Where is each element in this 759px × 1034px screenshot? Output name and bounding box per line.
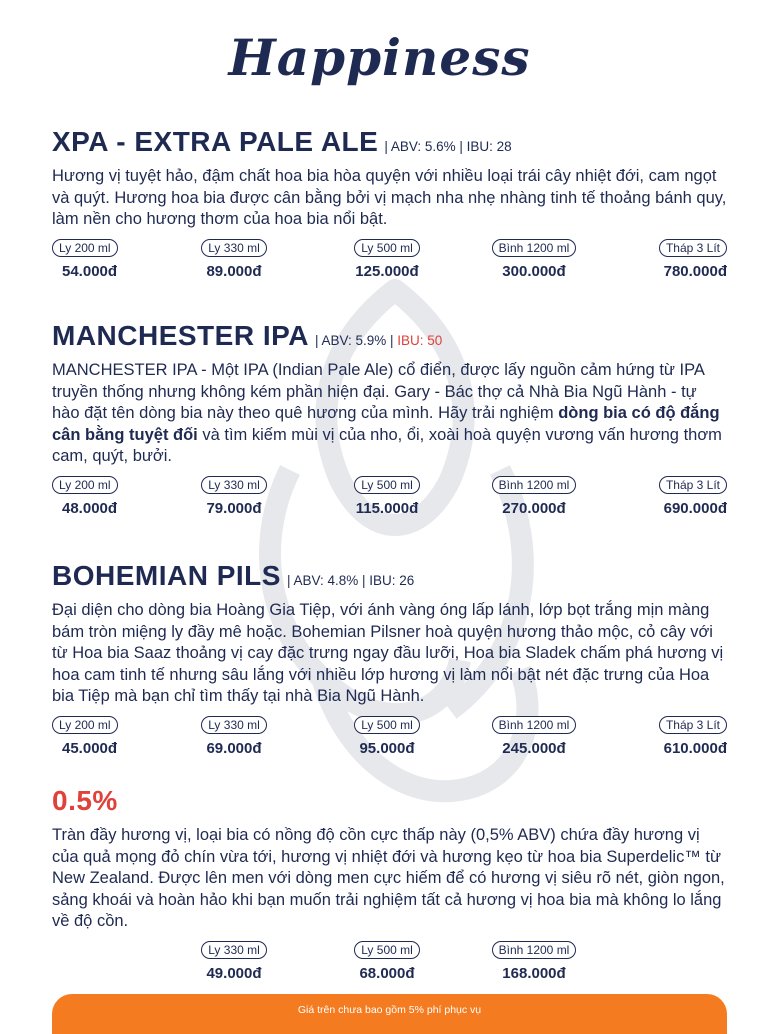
price-value: 79.000đ bbox=[206, 499, 262, 517]
size-label: Bình 1200 ml bbox=[492, 941, 577, 959]
beer-section-xpa bbox=[52, 126, 727, 289]
description-text: MANCHESTER IPA - Một IPA (Indian Pale Ale) cổ điển, được lấy nguồn cảm hứng từ IPA truyền thống nhưng không kém phần hiện đại. Gary - Bác thợ cả Nhà Bia Ngũ Hành - tự hào đặt tên dòng bia này theo quê hương của mình. Hãy trải nghiệm bbox=[52, 361, 704, 422]
price-row bbox=[52, 941, 727, 991]
beer-header bbox=[52, 785, 727, 817]
beer-description: Hương vị tuyệt hảo, đậm chất hoa bia hòa quyện với nhiều loại trái cây nhiệt đới, cam ngọt và quýt. Hương hoa bia được cân bằng bởi vị mạch nha nhẹ nhàng tinh tế thoảng bánh quy, làm nền cho hương thơm của hoa bia nổi bật. bbox=[52, 167, 727, 228]
price-option[interactable] bbox=[607, 716, 727, 757]
price-option[interactable] bbox=[174, 941, 294, 982]
price-option[interactable] bbox=[327, 476, 447, 517]
beer-description: Đại diện cho dòng bia Hoàng Gia Tiệp, với ánh vàng óng lấp lánh, lớp bọt trắng mịn màng bám tròn miệng ly đầy mê hoặc. Bohemian Pilsner hoà quyện hương thảo mộc, cỏ cây với từ Hoa bia Saaz thoảng vị cay đặc trưng ngay đầu lưỡi, Hoa bia Sladek chấm phá hương vị hoa cam tinh tế nhưng sâu lắng với nhiều lớp hương vị làm nổi bật nét đặc trưng của Hoa bia Tiệp mà bạn chỉ tìm thấy tại nhà Bia Ngũ Hành. bbox=[52, 601, 724, 705]
price-value: 45.000đ bbox=[62, 739, 118, 757]
size-label: Ly 200 ml bbox=[52, 239, 118, 257]
beer-ibu: IBU: 50 bbox=[397, 333, 443, 348]
size-label: Tháp 3 Lít bbox=[659, 239, 727, 257]
beer-section-low-alcohol bbox=[52, 785, 727, 991]
size-label: Ly 200 ml bbox=[52, 716, 118, 734]
price-value: 780.000đ bbox=[663, 262, 727, 280]
beer-section-bohemian-pils bbox=[52, 560, 727, 766]
price-option[interactable] bbox=[474, 941, 594, 982]
beer-header bbox=[52, 126, 727, 158]
beer-name: XPA - EXTRA PALE ALE bbox=[52, 126, 379, 157]
beer-ibu: IBU: 28 bbox=[466, 139, 512, 154]
price-option[interactable] bbox=[52, 476, 172, 517]
price-option[interactable] bbox=[174, 476, 294, 517]
size-label: Ly 500 ml bbox=[354, 476, 420, 494]
price-row bbox=[52, 476, 727, 526]
size-label: Ly 200 ml bbox=[52, 476, 118, 494]
price-value: 610.000đ bbox=[663, 739, 727, 757]
beer-ibu: IBU: 26 bbox=[369, 573, 415, 588]
price-value: 168.000đ bbox=[502, 964, 566, 982]
beer-specs bbox=[384, 139, 511, 154]
price-value: 245.000đ bbox=[502, 739, 566, 757]
price-option[interactable] bbox=[327, 941, 447, 982]
beer-name: MANCHESTER IPA bbox=[52, 320, 309, 351]
beer-description bbox=[52, 360, 727, 468]
beer-section-manchester-ipa bbox=[52, 320, 727, 526]
beer-description: Tràn đầy hương vị, loại bia có nồng độ cồn cực thấp này (0,5% ABV) chứa đầy hương vị của quả mọng đỏ chín vừa tới, hương vị nhiệt đới và hương kẹo từ hoa bia Superdelic™ từ New Zealand. Được lên men với dòng men cực hiếm để có hương vị siêu rõ nét, giòn ngon, sảng khoái và hoàn hảo khi bạn muốn trải nghiệm tất cả hương vị hoa bia mà không lo lắng về độ cồn. bbox=[52, 826, 725, 930]
price-value: 690.000đ bbox=[663, 499, 727, 517]
beer-name: 0.5% bbox=[52, 785, 118, 816]
price-value: 95.000đ bbox=[359, 739, 415, 757]
beer-specs bbox=[287, 573, 414, 588]
price-option[interactable] bbox=[174, 239, 294, 280]
price-option[interactable] bbox=[474, 476, 594, 517]
beer-header bbox=[52, 320, 727, 352]
price-value: 68.000đ bbox=[359, 964, 415, 982]
beer-abv: | ABV: 5.9% | bbox=[314, 333, 394, 348]
beer-abv: | ABV: 5.6% | bbox=[384, 139, 463, 154]
price-option[interactable] bbox=[327, 716, 447, 757]
size-label: Ly 330 ml bbox=[201, 239, 267, 257]
price-value: 89.000đ bbox=[206, 262, 262, 280]
size-label: Ly 500 ml bbox=[354, 239, 420, 257]
size-label: Bình 1200 ml bbox=[492, 716, 577, 734]
price-value: 270.000đ bbox=[502, 499, 566, 517]
description-highlight: dòng bia có độ đắng cân bằng tuyệt đối bbox=[52, 404, 720, 444]
price-option[interactable] bbox=[474, 239, 594, 280]
service-fee-note: Giá trên chưa bao gồm 5% phí phục vụ bbox=[52, 994, 727, 1034]
size-label: Ly 330 ml bbox=[201, 476, 267, 494]
size-label: Bình 1200 ml bbox=[492, 476, 577, 494]
size-label: Bình 1200 ml bbox=[492, 239, 577, 257]
price-option[interactable] bbox=[607, 476, 727, 517]
price-option[interactable] bbox=[327, 239, 447, 280]
beer-abv: | ABV: 4.8% | bbox=[286, 573, 366, 588]
beer-header bbox=[52, 560, 727, 592]
size-label: Tháp 3 Lít bbox=[659, 716, 727, 734]
beer-name: BOHEMIAN PILS bbox=[52, 560, 281, 591]
description-text: và tìm kiếm mùi vị của nho, ổi, xoài hoà quyện vương vấn hương thơm cam, quýt, bưởi. bbox=[52, 425, 722, 465]
price-value: 300.000đ bbox=[502, 262, 566, 280]
price-option[interactable] bbox=[607, 239, 727, 280]
price-value: 125.000đ bbox=[355, 262, 419, 280]
size-label: Tháp 3 Lít bbox=[659, 476, 727, 494]
price-option[interactable] bbox=[174, 716, 294, 757]
price-value: 54.000đ bbox=[62, 262, 118, 280]
price-value: 115.000đ bbox=[355, 499, 419, 517]
beer-specs bbox=[315, 333, 442, 348]
price-row bbox=[52, 716, 727, 766]
price-option[interactable] bbox=[52, 716, 172, 757]
price-value: 69.000đ bbox=[206, 739, 262, 757]
brand-title: Happiness bbox=[228, 28, 531, 87]
size-label: Ly 500 ml bbox=[354, 941, 420, 959]
price-row bbox=[52, 239, 727, 289]
size-label: Ly 500 ml bbox=[354, 716, 420, 734]
price-value: 49.000đ bbox=[206, 964, 262, 982]
price-option[interactable] bbox=[52, 239, 172, 280]
price-option[interactable] bbox=[474, 716, 594, 757]
size-label: Ly 330 ml bbox=[201, 941, 267, 959]
price-value: 48.000đ bbox=[62, 499, 118, 517]
size-label: Ly 330 ml bbox=[201, 716, 267, 734]
